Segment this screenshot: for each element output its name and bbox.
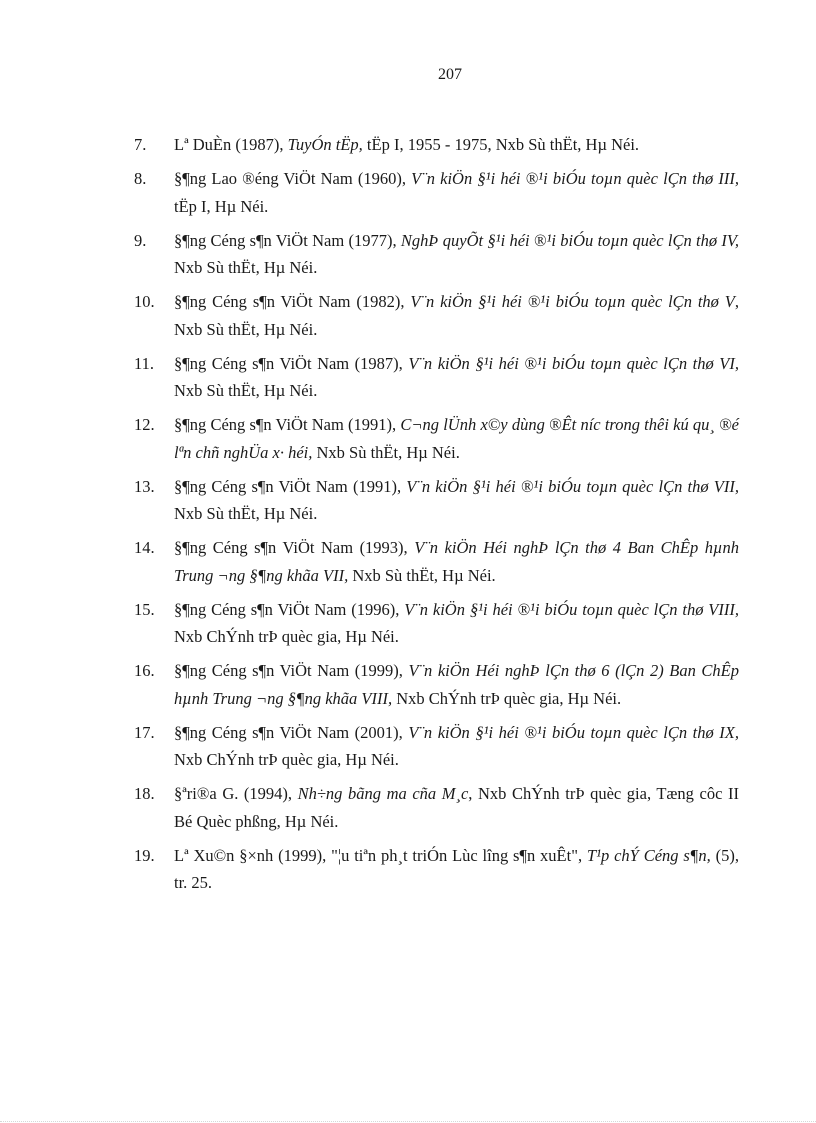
reference-number: 14.	[134, 538, 155, 557]
reference-number: 8.	[134, 169, 147, 188]
reference-item	[134, 842, 739, 897]
reference-title: V¨n kiÖn Héi nghÞ lÇn thø 4 Ban ChÊp hµnh Trung ¬ng §¶ng khãa VII,	[174, 538, 739, 585]
reference-author: §¶ng Lao ®éng ViÖt Nam (1960),	[174, 169, 412, 188]
reference-number: 10.	[134, 292, 155, 311]
reference-item	[134, 131, 739, 159]
reference-item	[134, 473, 739, 528]
reference-author: §¶ng Céng s¶n ViÖt Nam (1982),	[174, 292, 411, 311]
reference-publisher: tËp I, Hµ Néi.	[174, 196, 269, 216]
reference-item	[134, 411, 739, 466]
reference-title: V¨n kiÖn §¹i héi ®¹i biÓu toµn quèc lÇn thø IX,	[408, 722, 739, 742]
reference-item	[134, 719, 739, 774]
reference-author: §¶ng Céng s¶n ViÖt Nam (1991),	[174, 476, 407, 496]
reference-item	[134, 596, 739, 651]
reference-publisher: Nxb ChÝnh trÞ quèc gia, Hµ Néi.	[174, 627, 399, 646]
reference-title: Nh÷ng bãng ma cña M¸c	[297, 784, 469, 803]
reference-author: §¶ng Céng s¶n ViÖt Nam (2001),	[174, 722, 409, 742]
reference-item	[134, 534, 739, 589]
reference-publisher: Nxb Sù thËt, Hµ Néi.	[174, 381, 318, 400]
reference-publisher: tËp I, 1955 - 1975, Nxb Sù thËt, Hµ Néi.	[362, 135, 640, 154]
reference-author: Lª Xu©n §×nh (1999), "¦u tiªn ph¸t triÓn Lùc lîng s¶n xuÊt",	[174, 845, 587, 865]
reference-number: 11.	[134, 353, 155, 373]
reference-author: §¶ng Céng s¶n ViÖt Nam (1996),	[174, 599, 405, 619]
reference-author: §¶ng Céng s¶n ViÖt Nam (1987),	[174, 353, 409, 373]
reference-author: §ªri®a G. (1994),	[174, 784, 298, 803]
reference-number: 17.	[134, 722, 155, 742]
reference-title: V¨n kiÖn Héi nghÞ lÇn thø 6 (lÇn 2) Ban ChÊp hµnh Trung ¬ng §¶ng khãa VIII,	[174, 661, 739, 708]
reference-number: 13.	[134, 476, 155, 496]
reference-number: 7.	[134, 135, 147, 154]
reference-number: 19.	[134, 845, 155, 865]
page-bottom-rule	[0, 1121, 816, 1122]
reference-publisher: Nxb Sù thËt, Hµ Néi.	[174, 504, 318, 523]
reference-author: Lª DuÈn (1987),	[174, 135, 288, 154]
reference-publisher: Nxb Sù thËt, Hµ Néi.	[174, 258, 318, 277]
reference-publisher: Nxb ChÝnh trÞ quèc gia, Hµ Néi.	[174, 750, 399, 769]
reference-title: V¨n kiÖn §¹i héi ®¹i biÓu toµn quèc lÇn thø V	[410, 292, 735, 311]
page-number: 207	[438, 66, 462, 83]
reference-number: 12.	[134, 415, 155, 434]
reference-title: NghÞ quyÕt §¹i héi ®¹i biÓu toµn quèc lÇn thø IV,	[400, 230, 739, 250]
reference-number: 15.	[134, 599, 155, 619]
reference-item	[134, 657, 739, 712]
reference-title: T¹p chÝ Céng s¶n,	[586, 845, 711, 865]
reference-number: 16.	[134, 661, 155, 680]
reference-author: §¶ng Céng s¶n ViÖt Nam (1977),	[174, 230, 401, 250]
reference-publisher: Nxb Sù thËt, Hµ Néi.	[348, 565, 496, 585]
reference-number: 18.	[134, 784, 155, 803]
reference-publisher: , Nxb Sù thËt, Hµ Néi.	[174, 292, 739, 339]
reference-title: C¬ng lÜnh x©y dùng ®Êt níc trong thêi kú qu¸ ®é lªn chñ nghÜa x· héi,	[174, 415, 739, 462]
reference-publisher: Nxb ChÝnh trÞ quèc gia, Hµ Néi.	[392, 688, 622, 708]
reference-title: V¨n kiÖn §¹i héi ®¹i biÓu toµn quèc lÇn thø VII,	[406, 476, 739, 496]
reference-author: §¶ng Céng s¶n ViÖt Nam (1993),	[174, 538, 415, 557]
reference-item	[134, 288, 739, 343]
reference-author: §¶ng Céng s¶n ViÖt Nam (1991),	[174, 415, 401, 434]
reference-title: V¨n kiÖn §¹i héi ®¹i biÓu toµn quèc lÇn thø VIII,	[404, 599, 739, 619]
reference-item	[134, 165, 739, 220]
reference-number: 9.	[134, 230, 147, 250]
reference-title: V¨n kiÖn §¹i héi ®¹i biÓu toµn quèc lÇn thø III,	[411, 169, 739, 188]
reference-list	[134, 131, 739, 903]
reference-title: V¨n kiÖn §¹i héi ®¹i biÓu toµn quèc lÇn thø VI,	[408, 353, 739, 373]
reference-publisher: (5), tr. 25.	[174, 845, 739, 892]
reference-item	[134, 780, 739, 835]
reference-item	[134, 350, 739, 405]
reference-author: §¶ng Céng s¶n ViÖt Nam (1999),	[174, 661, 409, 680]
reference-title: TuyÓn tËp,	[287, 135, 363, 154]
reference-publisher: Nxb Sù thËt, Hµ Néi.	[312, 442, 460, 462]
reference-item	[134, 227, 739, 282]
reference-publisher: , Nxb ChÝnh trÞ quèc gia, Tæng côc II Bé Quèc phßng, Hµ Néi.	[174, 784, 739, 831]
